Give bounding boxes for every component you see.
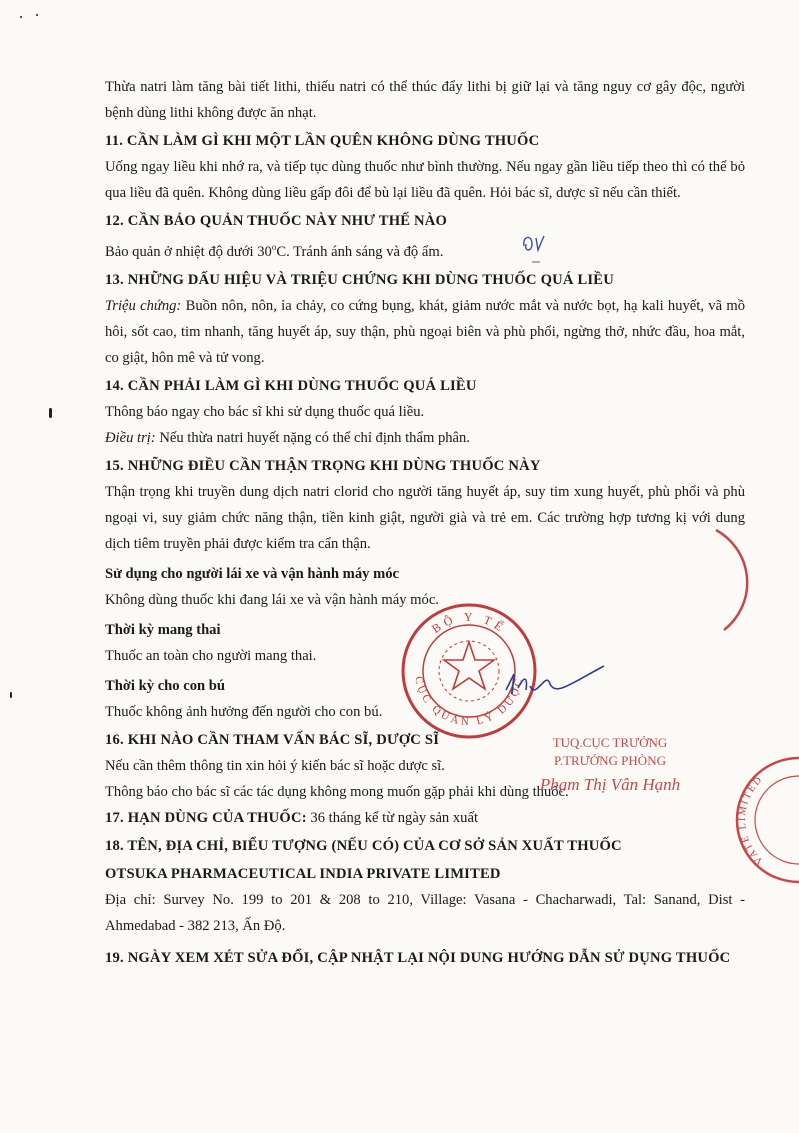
section-19-heading: 19. NGÀY XEM XÉT SỬA ĐỔI, CẬP NHẬT LẠI NỘI DUNG HƯỚNG DẪN SỬ DỤNG THUỐC (105, 949, 731, 966)
section-14-heading: 14. CẦN PHẢI LÀM GÌ KHI DÙNG THUỐC QUÁ LIỀU (105, 377, 477, 394)
scan-speck (36, 14, 38, 16)
company-side-stamp (704, 752, 799, 887)
signature-mark (500, 660, 610, 710)
section-12-body (105, 234, 745, 265)
intro-paragraph: Thừa natri làm tăng bài tiết lithi, thiếu natri có thể thúc đẩy lithi bị giữ lại và tăng nguy cơ gây độc, người bệnh dùng lithi không được ăn nhạt. (105, 79, 745, 121)
section-13-body (105, 293, 745, 371)
manufacturer-address: Địa chỉ: Survey No. 199 to 201 & 208 to 210, Village: Vasana - Chacharwadi, Tal: Sanand, Dist - Ahmedabad - 382 213, Ấn Độ. (105, 891, 745, 934)
symptoms-label: Triệu chứng: (105, 297, 182, 314)
driving-body: Không dùng thuốc khi đang lái xe và vận hành máy móc. (105, 591, 439, 608)
section-16-body-2: Thông báo cho bác sĩ các tác dụng không mong muốn gặp phải khi dùng thuốc. (105, 783, 569, 800)
signature-title-2: P.TRƯỞNG PHÒNG (554, 753, 666, 768)
degree-symbol: o (271, 242, 277, 252)
section-18-heading: 18. TÊN, ĐỊA CHỈ, BIỂU TƯỢNG (NẾU CÓ) CỦA CƠ SỞ SẢN XUẤT THUỐC (105, 837, 622, 854)
section-14-treatment (105, 425, 745, 451)
signature-title-1: TUQ.CỤC TRƯỞNG (552, 735, 668, 750)
section-12-heading: 12. CẦN BẢO QUẢN THUỐC NÀY NHƯ THẾ NÀO (105, 213, 448, 229)
pregnancy-subheading: Thời kỳ mang thai (105, 621, 221, 638)
section-15-heading: 15. NHỮNG ĐIỀU CẦN THẬN TRỌNG KHI DÙNG THUỐC NÀY (105, 457, 541, 474)
symptoms-text: Buồn nôn, nôn, ỉa chảy, co cứng bụng, khát, giảm nước mắt và nước bọt, hạ kali huyết, vã mồ hôi, sốt cao, tim nhanh, tăng huyết áp, suy thận, phù ngoại biên và phù phổi, ngừng thở, nhức đầu, hoa mắt, co giật, hôn mê và tử vong. (105, 297, 745, 366)
document-body (105, 74, 745, 971)
manufacturer-name: OTSUKA PHARMACEUTICAL INDIA PRIVATE LIMITED (105, 865, 501, 882)
treatment-text: Nếu thừa natri huyết nặng có thể chỉ định thẩm phân. (155, 429, 470, 446)
storage-text-2: C. Tránh ánh sáng và độ ẩm. (276, 243, 444, 260)
stamp-bottom-text: CỤC QUẢN LÝ DƯỢC (412, 675, 526, 729)
breastfeeding-body: Thuốc không ảnh hưởng đến người cho con bú. (105, 703, 383, 720)
section-17 (105, 805, 745, 831)
star-emblem-icon (444, 642, 494, 689)
breastfeeding-subheading: Thời kỳ cho con bú (105, 677, 226, 694)
stamp-top-text: BỘ Y TẾ (429, 609, 509, 636)
driving-subheading: Sử dụng cho người lái xe và vận hành máy móc (105, 565, 400, 582)
section-17-heading: 17. HẠN DÙNG CỦA THUỐC: (105, 809, 307, 826)
pregnancy-body: Thuốc an toàn cho người mang thai. (105, 647, 317, 664)
section-17-body: 36 tháng kể từ ngày sản xuất (306, 809, 479, 826)
initials-mark (518, 226, 558, 266)
section-16-heading: 16. KHI NÀO CẦN THAM VẤN BÁC SĨ, DƯỢC SĨ (105, 731, 440, 748)
signature-name: Phạm Thị Vân Hạnh (539, 775, 681, 794)
scan-speck (10, 692, 12, 698)
section-15-body: Thận trọng khi truyền dung dịch natri clorid cho người tăng huyết áp, suy tim xung huyết, phù phổi và phù ngoại vi, suy giảm chức năng thận, tiền kinh giật, người già và trẻ em. Các trường hợp tương kị với dung dịch tiêm truyền phải được kiểm tra cẩn thận. (105, 483, 745, 552)
signature-block (530, 734, 690, 794)
section-16-body-1: Nếu cần thêm thông tin xin hỏi ý kiến bác sĩ hoặc dược sĩ. (105, 757, 445, 774)
edge-stamp-fragment (706, 526, 756, 636)
scan-speck (49, 408, 52, 418)
scan-speck (20, 16, 22, 18)
section-13-heading: 13. NHỮNG DẤU HIỆU VÀ TRIỆU CHỨNG KHI DÙNG THUỐC QUÁ LIỀU (105, 271, 614, 288)
section-11-body: Uống ngay liều khi nhớ ra, và tiếp tục dùng thuốc như bình thường. Nếu ngay gần liều tiếp theo thì có thể bỏ qua liều đã quên. Không dùng liều gấp đôi để bù lại liều đã quên. Hỏi bác sĩ, dược sĩ nếu cần thiết. (105, 159, 745, 201)
storage-text: Bảo quản ở nhiệt độ dưới 30 (105, 243, 272, 260)
section-11-heading: 11. CẦN LÀM GÌ KHI MỘT LẦN QUÊN KHÔNG DÙNG THUỐC (105, 133, 540, 149)
side-stamp-text: VATE LIMITED (736, 773, 766, 867)
treatment-label: Điều trị: (105, 429, 156, 446)
section-14-body: Thông báo ngay cho bác sĩ khi sử dụng thuốc quá liều. (105, 403, 425, 420)
